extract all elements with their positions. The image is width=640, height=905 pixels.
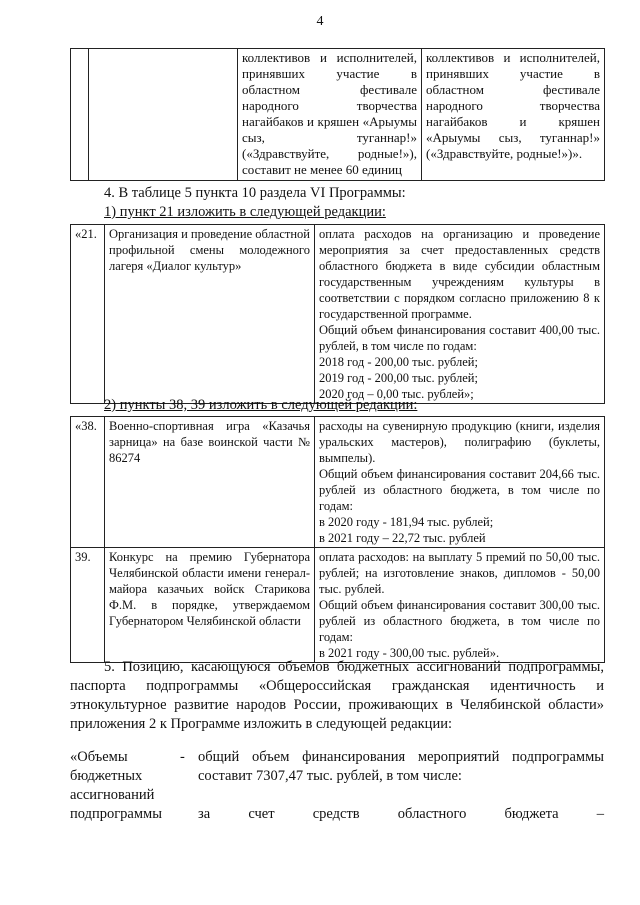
table-39-name: Конкурс на премию Губернатора Челябинской области имени генерал-майора казачьих войск Старикова Ф.М. в порядке, утверждаемом Губернатором Челябинской области xyxy=(105,548,315,663)
passport-dash: - xyxy=(180,749,185,765)
item-5-paragraph: 5. Позицию, касающуюся объемов бюджетных ассигнований подпрограммы, паспорта подпрограммы «Общероссийская гражданская идентичность и этнокультурное развитие народов России, проживающих в Челябинской области» приложения 2 к Программе изложить в следующей редакции: xyxy=(70,659,604,732)
passport-right-line-2: за счет средств областного бюджета – xyxy=(198,806,604,822)
item-4-1-heading: 1) пункт 21 изложить в следующей редакции: xyxy=(104,204,386,220)
table-39-description xyxy=(315,548,605,663)
table-top-cell-1 xyxy=(71,49,89,181)
table-38-desc-line: в 2020 году - 181,94 тыс. рублей; xyxy=(319,515,494,529)
page-number: 4 xyxy=(316,14,324,29)
table-top-cell-3: коллективов и исполнителей, принявших участие в областном фестивале народного творчества нагайбаков и кряшен «Арыумы сыз, туганнар!» («Здравствуйте, родные!»), составит не менее 60 единиц xyxy=(238,49,422,181)
table-top-continuation xyxy=(70,48,605,181)
table-38-number: «38. xyxy=(71,417,105,548)
table-38-description xyxy=(315,417,605,548)
table-39-number: 39. xyxy=(71,548,105,663)
table-21-name: Организация и проведение областной профильной смены молодежного лагеря «Диалог культур» xyxy=(105,225,315,404)
passport-left-label: «Объемы бюджетных ассигнований подпрограммы xyxy=(70,749,162,822)
item-4-2-heading: 2) пункты 38, 39 изложить в следующей редакции: xyxy=(104,397,418,413)
table-top-cell-4: коллективов и исполнителей, принявших участие в областном фестивале народного творчества нагайбаков и кряшен «Арыумы сыз, туганнар!» («Здравствуйте, родные!»)». xyxy=(422,49,605,181)
item-4-heading: 4. В таблице 5 пункта 10 раздела VI Программы: xyxy=(104,185,406,201)
table-21-desc-line: 2018 год - 200,00 тыс. рублей; xyxy=(319,355,478,369)
table-21-description xyxy=(315,225,605,404)
passport-right-text: общий объем финансирования мероприятий подпрограммы составит 7307,47 тыс. рублей, в том числе: xyxy=(198,749,604,784)
table-21-desc-line: оплата расходов на организацию и проведение мероприятия за счет предоставленных средств областного бюджета в виде субсидии областным государственным учреждениям культуры в соответствии с порядком согласно приложению 8 к государственной программе. xyxy=(319,227,600,321)
table-38-desc-line: Общий объем финансирования составит 204,66 тыс. рублей из областного бюджета, в том числе по годам: xyxy=(319,467,600,513)
table-21-desc-line: 2019 год - 200,00 тыс. рублей; xyxy=(319,371,478,385)
table-21-desc-line: 2020 год – 0,00 тыс. рублей»; xyxy=(319,387,474,401)
table-39-desc-line: Общий объем финансирования составит 300,00 тыс. рублей из областного бюджета, в том числе по годам: xyxy=(319,598,600,644)
table-items-38-39 xyxy=(70,416,605,663)
table-38-name: Военно-спортивная игра «Казачья зарница» на базе воинской части № 86274 xyxy=(105,417,315,548)
table-38-desc-line: расходы на сувенирную продукцию (книги, изделия уральских мастеров), полиграфию (буклеты, вымпелы). xyxy=(319,419,600,465)
table-21-number: «21. xyxy=(71,225,105,404)
table-39-desc-line: оплата расходов: на выплату 5 премий по 50,00 тыс. рублей; на изготовление знаков, дипломов - 50,00 тыс. рублей. xyxy=(319,550,600,596)
table-38-desc-line: в 2021 году – 22,72 тыс. рублей xyxy=(319,531,486,545)
table-item-21 xyxy=(70,224,605,404)
table-top-cell-2 xyxy=(89,49,238,181)
table-21-desc-line: Общий объем финансирования составит 400,00 тыс. рублей, в том числе по годам: xyxy=(319,323,600,353)
table-39-desc-line: в 2021 году - 300,00 тыс. рублей». xyxy=(319,646,500,660)
